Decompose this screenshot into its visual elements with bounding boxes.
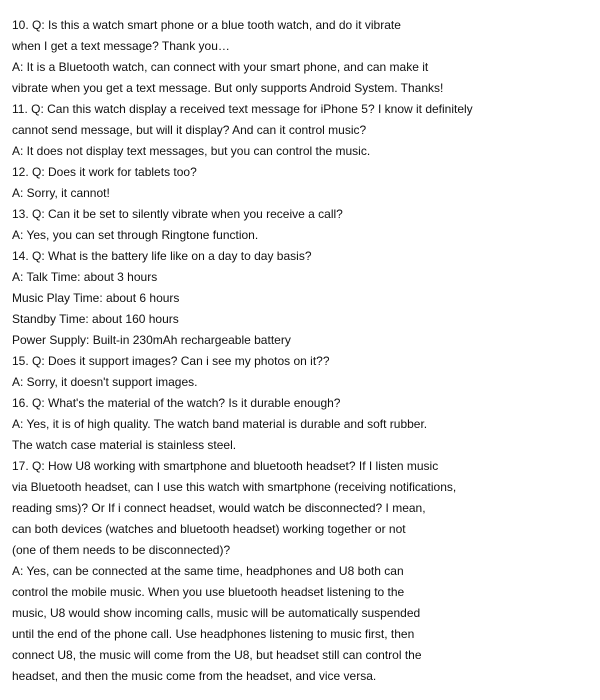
faq-line: (one of them needs to be disconnected)? xyxy=(12,543,231,557)
faq-line-q10: 10. Q: Is this a watch smart phone or a blue tooth watch, and do it vibrate xyxy=(12,18,401,32)
faq-line: when I get a text message? Thank you… xyxy=(12,39,230,53)
faq-line-q16: 16. Q: What's the material of the watch? Is it durable enough? xyxy=(12,396,341,410)
faq-line: music, U8 would show incoming calls, music will be automatically suspended xyxy=(12,606,421,620)
faq-line: connect U8, the music will come from the U8, but headset still can control the xyxy=(12,648,422,662)
faq-line-answer: A: It does not display text messages, but you can control the music. xyxy=(12,144,371,158)
faq-line: control the mobile music. When you use bluetooth headset listening to the xyxy=(12,585,405,599)
faq-line-q14: 14. Q: What is the battery life like on a day to day basis? xyxy=(12,249,312,263)
faq-line-q11: 11. Q: Can this watch display a received text message for iPhone 5? I know it definitely xyxy=(12,102,473,116)
faq-line: via Bluetooth headset, can I use this watch with smartphone (receiving notifications, xyxy=(12,480,457,494)
faq-text-block xyxy=(12,15,592,687)
faq-line: cannot send message, but will it display? And can it control music? xyxy=(12,123,367,137)
faq-line: Music Play Time: about 6 hours xyxy=(12,291,180,305)
faq-line-answer: A: It is a Bluetooth watch, can connect with your smart phone, and can make it xyxy=(12,60,429,74)
faq-line-answer: A: Talk Time: about 3 hours xyxy=(12,270,158,284)
faq-line-answer: A: Yes, it is of high quality. The watch band material is durable and soft rubber. xyxy=(12,417,428,431)
faq-line-answer: A: Sorry, it doesn't support images. xyxy=(12,375,198,389)
faq-line-q13: 13. Q: Can it be set to silently vibrate when you receive a call? xyxy=(12,207,343,221)
faq-line: can both devices (watches and bluetooth headset) working together or not xyxy=(12,522,406,536)
faq-line-q15: 15. Q: Does it support images? Can i see my photos on it?? xyxy=(12,354,330,368)
faq-line: reading sms)? Or If i connect headset, would watch be disconnected? I mean, xyxy=(12,501,426,515)
faq-line: until the end of the phone call. Use headphones listening to music first, then xyxy=(12,627,415,641)
faq-line: The watch case material is stainless steel. xyxy=(12,438,237,452)
faq-line: Power Supply: Built-in 230mAh rechargeable battery xyxy=(12,333,291,347)
faq-line: vibrate when you get a text message. But only supports Android System. Thanks! xyxy=(12,81,444,95)
faq-line: Standby Time: about 160 hours xyxy=(12,312,179,326)
faq-line-answer: A: Yes, can be connected at the same time, headphones and U8 both can xyxy=(12,564,404,578)
faq-line: headset, and then the music come from the headset, and vice versa. xyxy=(12,669,377,683)
faq-line-q17: 17. Q: How U8 working with smartphone and bluetooth headset? If I listen music xyxy=(12,459,439,473)
faq-line-answer: A: Sorry, it cannot! xyxy=(12,186,110,200)
faq-line-answer: A: Yes, you can set through Ringtone function. xyxy=(12,228,259,242)
faq-line-q12: 12. Q: Does it work for tablets too? xyxy=(12,165,197,179)
